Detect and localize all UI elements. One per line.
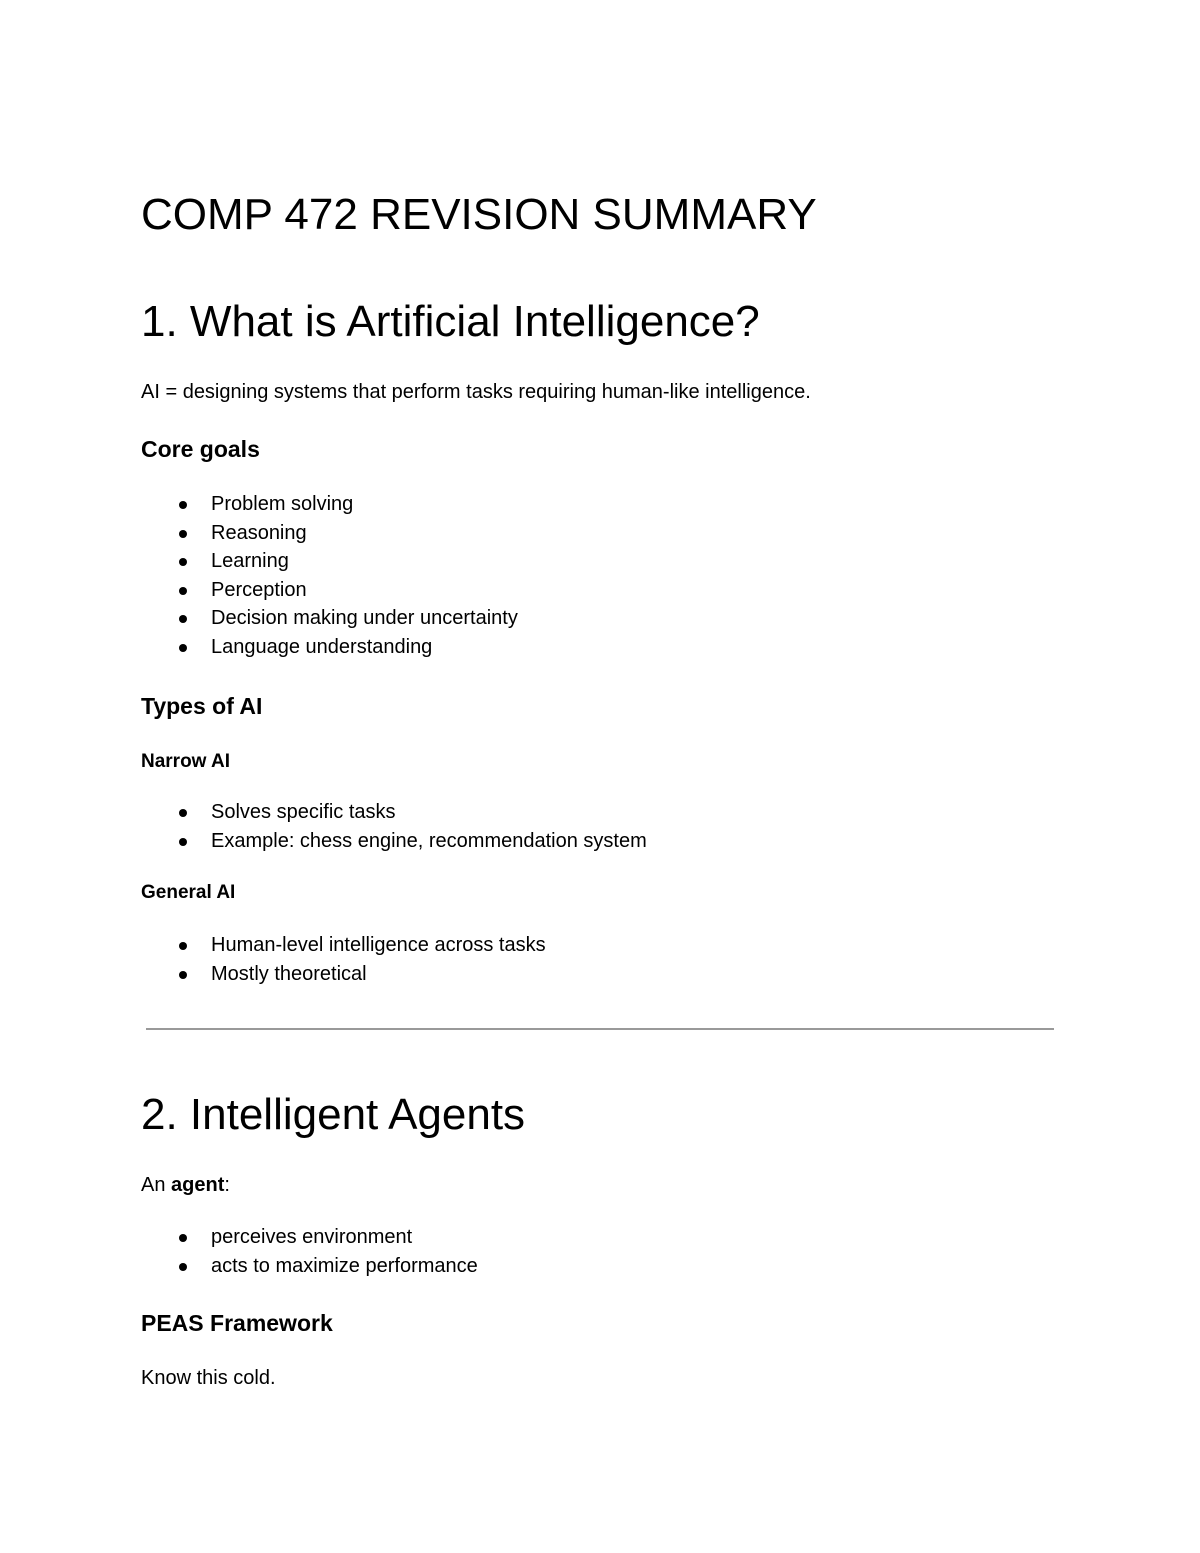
bullet-icon bbox=[179, 1234, 187, 1242]
section-1-intro: AI = designing systems that perform tasks requiring human-like intelligence. bbox=[141, 381, 811, 403]
bullet-icon bbox=[179, 942, 187, 950]
narrow-ai-heading: Narrow AI bbox=[141, 751, 231, 772]
bullet-icon bbox=[179, 1263, 187, 1271]
bullet-icon bbox=[179, 971, 187, 979]
agent-list bbox=[141, 1225, 478, 1282]
types-of-ai-heading: Types of AI bbox=[141, 693, 263, 719]
core-goals-list bbox=[141, 492, 518, 664]
bullet-icon bbox=[179, 615, 187, 623]
list-item: Learning bbox=[141, 549, 518, 578]
bullet-icon bbox=[179, 558, 187, 566]
document-title: COMP 472 REVISION SUMMARY bbox=[141, 190, 817, 239]
section-1-heading: 1. What is Artificial Intelligence? bbox=[141, 297, 760, 346]
list-item: Problem solving bbox=[141, 492, 518, 521]
bullet-icon bbox=[179, 530, 187, 538]
section-2-heading: 2. Intelligent Agents bbox=[141, 1090, 526, 1139]
bullet-icon bbox=[179, 644, 187, 652]
peas-text: Know this cold. bbox=[141, 1367, 276, 1389]
list-item: Decision making under uncertainty bbox=[141, 606, 518, 635]
list-item: Language understanding bbox=[141, 635, 518, 664]
bullet-icon bbox=[179, 809, 187, 817]
list-item: Human-level intelligence across tasks bbox=[141, 933, 546, 962]
list-item: perceives environment bbox=[141, 1225, 478, 1254]
peas-heading: PEAS Framework bbox=[141, 1310, 333, 1336]
narrow-ai-list bbox=[141, 800, 647, 857]
general-ai-list bbox=[141, 933, 546, 990]
list-item: Mostly theoretical bbox=[141, 962, 546, 991]
bullet-icon bbox=[179, 501, 187, 509]
core-goals-heading: Core goals bbox=[141, 436, 260, 462]
list-item: acts to maximize performance bbox=[141, 1254, 478, 1283]
agent-term: agent bbox=[171, 1174, 225, 1196]
general-ai-heading: General AI bbox=[141, 882, 236, 903]
list-item: Example: chess engine, recommendation system bbox=[141, 829, 647, 858]
section-2-intro: An agent: bbox=[141, 1174, 230, 1196]
bullet-icon bbox=[179, 587, 187, 595]
list-item: Solves specific tasks bbox=[141, 800, 647, 829]
list-item: Reasoning bbox=[141, 521, 518, 550]
section-divider bbox=[146, 1028, 1054, 1030]
list-item: Perception bbox=[141, 578, 518, 607]
bullet-icon bbox=[179, 838, 187, 846]
